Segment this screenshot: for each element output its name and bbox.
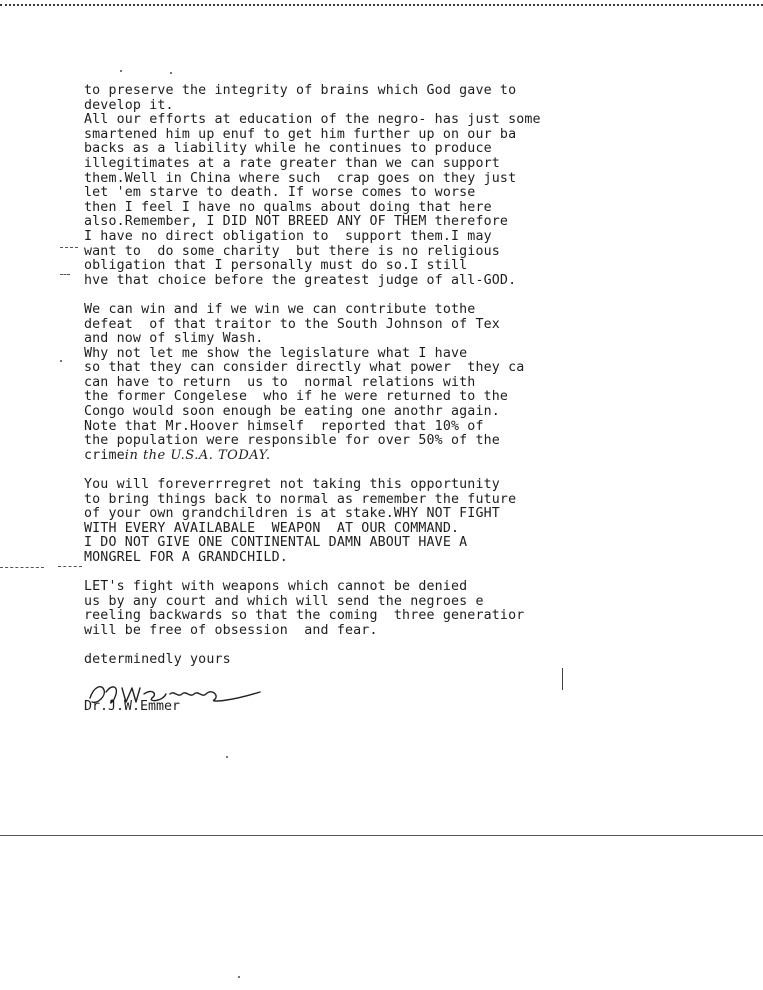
closing-line: determinedly yours — [84, 653, 231, 668]
text-line: to preserve the integrity of brains which God gave to — [84, 84, 517, 98]
paragraph-3 — [84, 478, 763, 566]
text-line: of your own grandchildren is at stake.WHY NOT FIGHT — [84, 507, 500, 522]
margin-dash — [60, 247, 78, 248]
text-line: Note that Mr.Hoover himself reported that 10% of — [84, 419, 484, 434]
text-line: All our efforts at education of the negro- has just some — [84, 113, 541, 128]
paragraph-2 — [84, 303, 763, 464]
scan-speck — [120, 70, 122, 72]
signer-name: Dr.J.W.Emmer — [84, 699, 181, 714]
margin-dash — [60, 274, 70, 275]
text-line: You will foreverrregret not taking this opportunity — [84, 478, 500, 493]
text-line: let 'em starve to death. If worse comes to worse — [84, 186, 476, 201]
text-line: illegitimates at a rate greater than we can support — [84, 156, 500, 171]
paragraph-4 — [84, 580, 763, 638]
text-line: can have to return us to normal relations with — [84, 375, 476, 390]
text-line: defeat of that traitor to the South Johnson of Tex — [84, 317, 500, 332]
text-line: us by any court and which will send the negroes e — [84, 594, 484, 609]
crime-word: crime — [84, 448, 125, 463]
text-line: and now of slimy Wash. — [84, 332, 264, 347]
text-line: want to do some charity but there is no religious — [84, 244, 500, 259]
text-line: Why not let me show the legislature what I have — [84, 346, 468, 361]
bottom-edge-border — [0, 835, 763, 836]
text-line: develop it. — [84, 98, 174, 113]
text-line: to bring things back to normal as remember the future — [84, 492, 517, 507]
text-line: them.Well in China where such crap goes on they just — [84, 171, 517, 186]
handwritten-note: in the U.S.A. TODAY. — [124, 448, 271, 463]
closing-block — [84, 653, 763, 668]
scan-speck — [238, 976, 240, 978]
text-line: then I feel I have no qualms about doing that here — [84, 200, 492, 215]
text-line: will be free of obsession and fear. — [84, 623, 378, 638]
text-line: I have no direct obligation to support them.I may — [84, 229, 492, 244]
margin-dash — [0, 567, 44, 568]
margin-rule — [562, 668, 563, 690]
text-line: the population were responsible for over 50% of the — [84, 434, 500, 449]
text-line: also.Remember, I DID NOT BREED ANY OF THEM therefore — [84, 215, 509, 230]
text-line: the former Congelese who if he were returned to the — [84, 390, 509, 405]
letter-body — [84, 84, 763, 668]
text-line: obligation that I personally must do so.I still — [84, 259, 468, 274]
scan-speck — [60, 360, 62, 362]
text-line: MONGREL FOR A GRANDCHILD. — [84, 551, 288, 565]
margin-dash — [58, 566, 82, 567]
text-line: smartened him up enuf to get him further up on our ba — [84, 127, 517, 142]
text-line: backs as a liability while he continues to produce — [84, 142, 492, 157]
scan-speck — [226, 756, 228, 758]
paragraph-1 — [84, 84, 763, 288]
top-edge-border — [0, 4, 763, 6]
text-line: WITH EVERY AVAILABALE WEAPON AT OUR COMMAND. — [84, 521, 460, 536]
text-line: Congo would soon enough be eating one anothr again. — [84, 405, 500, 420]
text-line: hve that choice before the greatest judge of all-GOD. — [84, 273, 517, 288]
scan-speck — [170, 72, 172, 74]
text-line: reeling backwards so that the coming three generatior — [84, 609, 525, 624]
text-line-crime — [84, 449, 763, 464]
text-line: I DO NOT GIVE ONE CONTINENTAL DAMN ABOUT HAVE A — [84, 536, 468, 551]
text-line: LET's fight with weapons which cannot be denied — [84, 580, 468, 595]
text-line: so that they can consider directly what power they ca — [84, 361, 525, 376]
text-line: We can win and if we win we can contribute tothe — [84, 302, 476, 317]
